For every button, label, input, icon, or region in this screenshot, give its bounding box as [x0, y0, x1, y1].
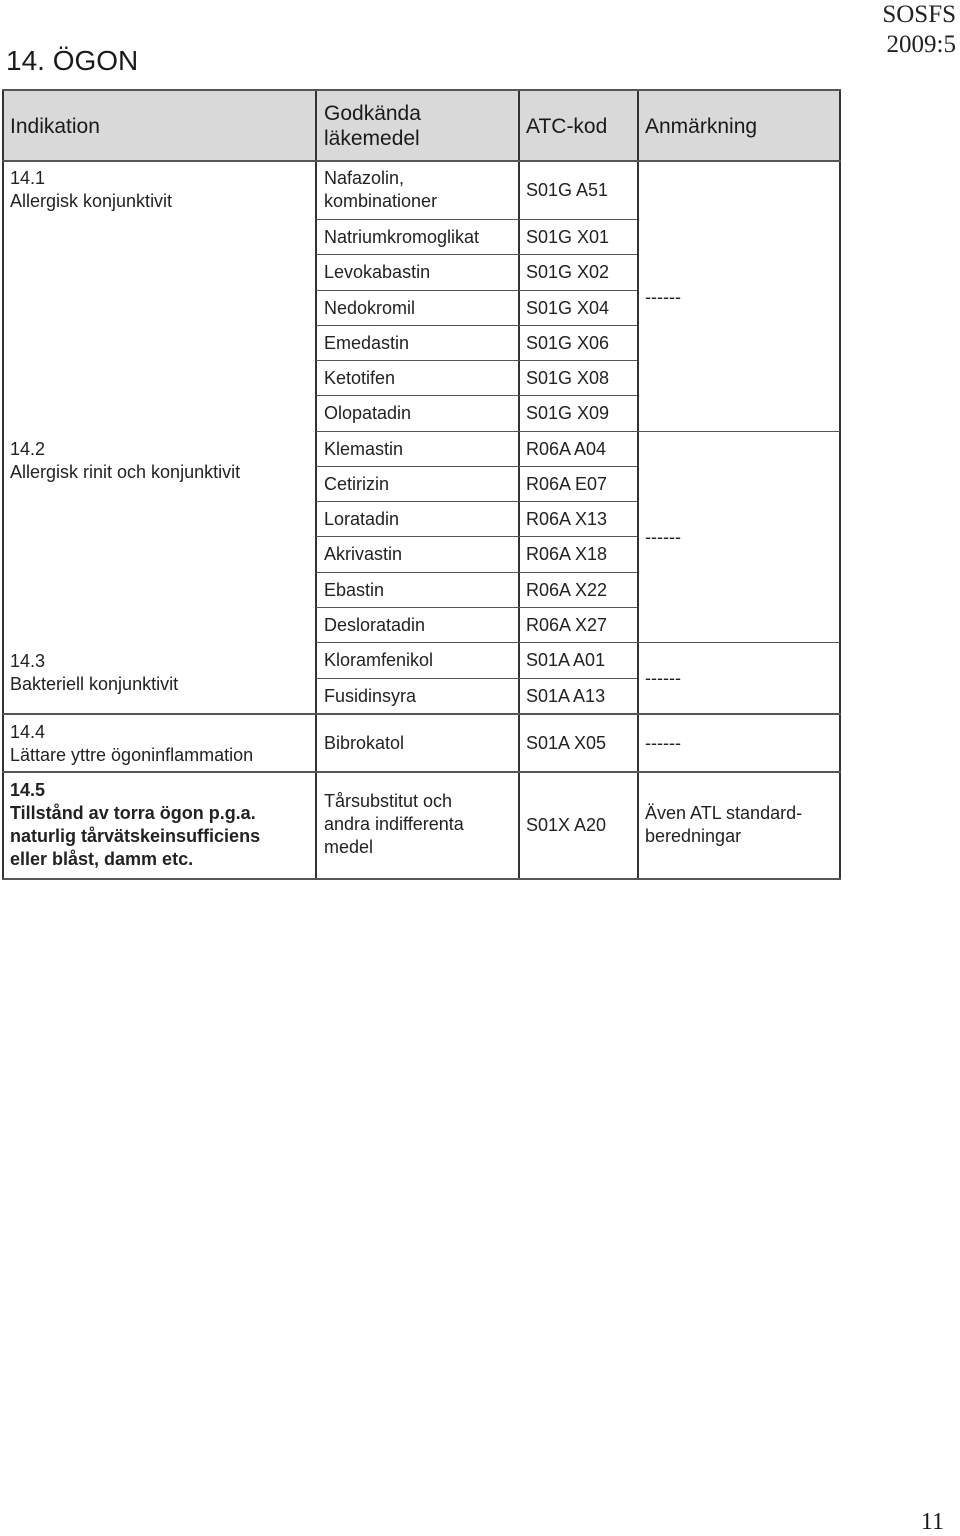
document-number: 2009:5	[886, 31, 956, 58]
table-border-bottom	[2, 878, 841, 880]
indication-number: 14.5	[10, 780, 46, 800]
indication-number: 14.4	[10, 722, 46, 742]
indication-text: Lättare yttre ögoninflammation	[10, 745, 254, 765]
atc-cell: S01G X04	[526, 298, 610, 318]
indication-number: 14.2	[10, 439, 46, 459]
atc-cell: S01A A01	[526, 650, 606, 670]
drug-cell: Klemastin	[324, 439, 404, 459]
column-divider	[518, 89, 520, 880]
drug-cell: Ketotifen	[324, 368, 396, 388]
group-divider	[2, 713, 841, 715]
column-header-anmarkning: Anmärkning	[645, 115, 758, 138]
row-divider	[316, 254, 637, 255]
row-divider	[316, 290, 637, 291]
atc-cell: R06A E07	[526, 474, 608, 494]
atc-cell: R06A X13	[526, 509, 608, 529]
row-divider	[316, 607, 637, 608]
atc-cell: R06A X18	[526, 544, 608, 564]
remark-cell: ------	[645, 287, 681, 307]
group-divider	[316, 642, 840, 643]
table-border-right	[839, 89, 841, 880]
column-header-lakemedel: Godkända läkemedel	[324, 102, 421, 150]
drug-cell: Levokabastin	[324, 262, 431, 282]
table-border-top	[2, 89, 841, 91]
atc-cell: S01X A20	[526, 815, 607, 835]
indication-14-5	[10, 779, 310, 871]
atc-cell: S01G X02	[526, 262, 610, 282]
indication-text: Allergisk rinit och konjunktivit	[10, 462, 241, 482]
page-number: 11	[920, 1509, 944, 1535]
drug-cell: Olopatadin	[324, 403, 412, 423]
remark-cell: Även ATL standard-beredningar	[645, 803, 803, 846]
section-title: 14. ÖGON	[6, 45, 139, 76]
column-header-atc: ATC-kod	[526, 115, 608, 138]
group-divider	[316, 431, 840, 432]
remark-cell: ------	[645, 668, 681, 688]
column-header-indikation: Indikation	[10, 115, 100, 138]
atc-cell: R06A X22	[526, 580, 608, 600]
atc-cell: R06A X27	[526, 615, 608, 635]
row-divider	[316, 678, 637, 679]
table-border-left	[2, 89, 4, 880]
atc-cell: S01G X01	[526, 227, 610, 247]
row-divider	[316, 466, 637, 467]
drug-cell: Nafazolin, kombinationer	[324, 168, 438, 211]
indication-text: Bakteriell konjunktivit	[10, 674, 179, 694]
group-divider	[2, 771, 841, 773]
indication-text: Allergisk konjunktivit	[10, 191, 173, 211]
row-divider	[316, 501, 637, 502]
document-series: SOSFS	[882, 1, 956, 28]
atc-cell: S01G X09	[526, 403, 610, 423]
atc-cell: S01A A13	[526, 686, 606, 706]
row-divider	[316, 325, 637, 326]
indication-number: 14.3	[10, 651, 46, 671]
drug-cell: Emedastin	[324, 333, 410, 353]
indication-14-1	[10, 167, 310, 213]
remark-cell: ------	[645, 527, 681, 547]
remark-cell: ------	[645, 733, 681, 753]
atc-cell: S01A X05	[526, 733, 607, 753]
indication-14-4	[10, 721, 315, 767]
column-divider	[315, 89, 317, 880]
indication-number: 14.1	[10, 168, 46, 188]
row-divider	[316, 572, 637, 573]
atc-cell: S01G A51	[526, 180, 609, 200]
row-divider	[316, 536, 637, 537]
drug-cell: Natriumkromoglikat	[324, 227, 480, 247]
drug-cell: Cetirizin	[324, 474, 390, 494]
column-divider	[637, 89, 639, 880]
row-divider	[316, 219, 637, 220]
drug-cell: Bibrokatol	[324, 733, 405, 753]
drug-cell: Desloratadin	[324, 615, 426, 635]
atc-cell: S01G X06	[526, 333, 610, 353]
drug-cell: Kloramfenikol	[324, 650, 434, 670]
drug-cell: Fusidinsyra	[324, 686, 417, 706]
drug-cell: Tårsubstitut och andra indifferenta medel	[324, 791, 464, 857]
drug-cell: Akrivastin	[324, 544, 403, 564]
document-code	[882, 0, 956, 60]
header-divider	[2, 160, 841, 162]
drug-cell: Ebastin	[324, 580, 385, 600]
drug-cell: Nedokromil	[324, 298, 416, 318]
indication-14-2	[10, 438, 310, 484]
row-divider	[316, 395, 637, 396]
row-divider	[316, 360, 637, 361]
indication-text: Tillstånd av torra ögon p.g.a. naturlig tårvätskeinsufficiens eller blåst, damm etc.	[10, 803, 261, 869]
drug-cell: Loratadin	[324, 509, 400, 529]
indication-14-3	[10, 650, 310, 696]
atc-cell: S01G X08	[526, 368, 610, 388]
atc-cell: R06A A04	[526, 439, 607, 459]
